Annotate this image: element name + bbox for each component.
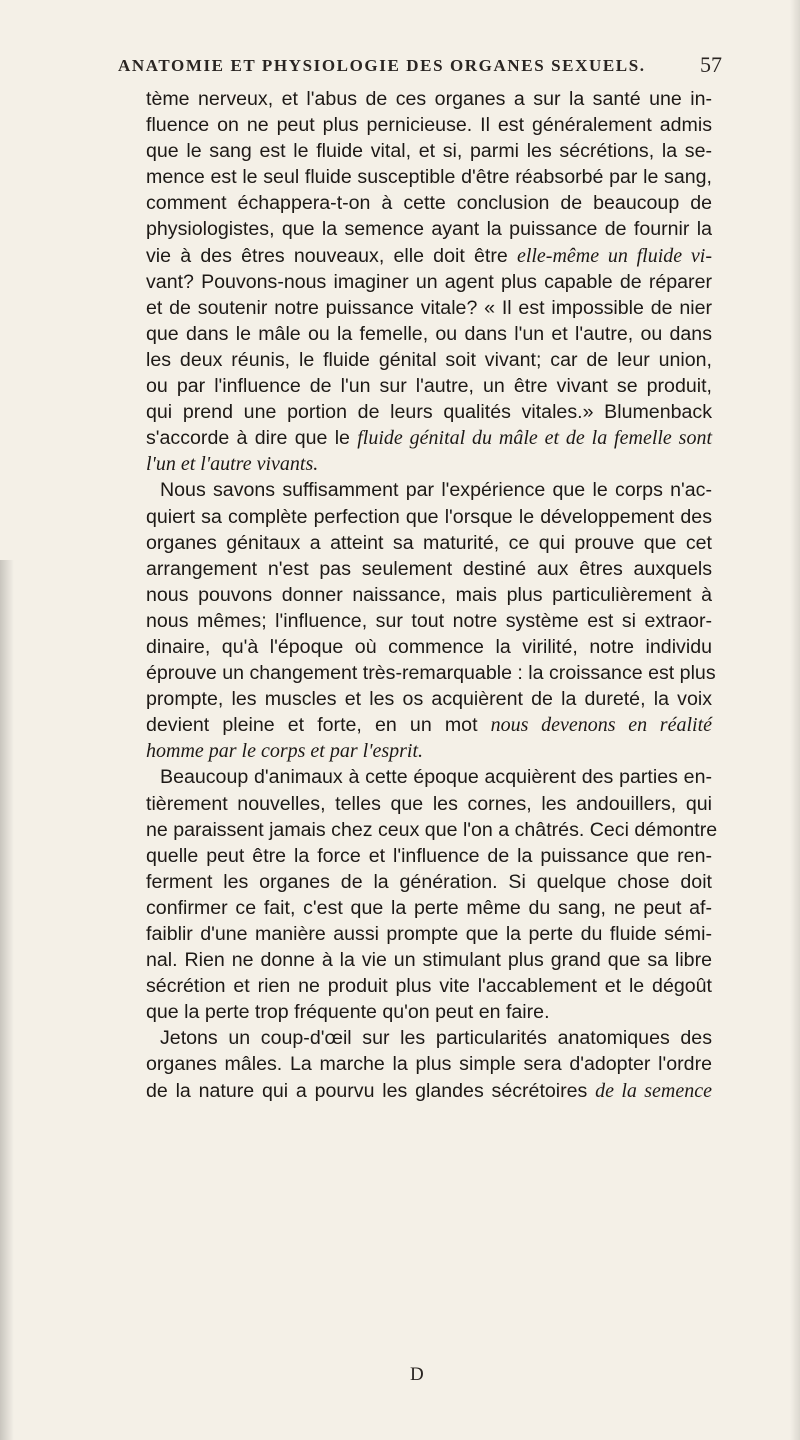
text-line: vie à des êtres nouveaux, elle doit être elle-même un fluide vi-	[146, 244, 713, 267]
running-title: ANATOMIE ET PHYSIOLOGIE DES ORGANES SEXUELS.	[118, 56, 646, 75]
text-line: comment échappera-t-on à cette conclusion de beaucoup de	[146, 192, 712, 215]
paragraph-start-line: Beaucoup d'animaux à cette époque acquièrent des parties en-	[160, 766, 712, 789]
text-line: tièrement nouvelles, telles que les cornes, les andouillers, qui	[146, 792, 712, 815]
text-line: dinaire, qu'à l'époque où commence la virilité, notre individu	[146, 635, 712, 658]
text-line: organes mâles. La marche la plus simple sera d'adopter l'ordre	[146, 1053, 712, 1076]
italic-text: homme par le corps et par l'esprit.	[146, 740, 424, 763]
text-line: organes génitaux a atteint sa maturité, ce qui prouve que cet	[146, 531, 712, 554]
text-line: nal. Rien ne donne à la vie un stimulant plus grand que sa libre	[146, 949, 712, 972]
text-line: que le sang est le fluide vital, et si, parmi les sécrétions, la se-	[146, 140, 712, 163]
text-line: que la perte trop fréquente qu'on peut en faire.	[146, 1001, 550, 1024]
text-line: ne paraissent jamais chez ceux que l'on a châtrés. Ceci démontre	[146, 818, 718, 841]
page-gutter-shadow	[0, 560, 14, 1440]
page-edge-shadow	[790, 0, 800, 1440]
text-line: tème nerveux, et l'abus de ces organes a sur la santé une in-	[146, 88, 712, 110]
text-line: les deux réunis, le fluide génital soit vivant; car de leur union,	[146, 348, 712, 371]
italic-text: fluide génital du mâle et de la femelle sont	[357, 427, 712, 450]
paragraph-start-line: Jetons un coup-d'œil sur les particularités anatomiques des	[160, 1027, 712, 1050]
text-line: nous mêmes; l'influence, sur tout notre système est si extraor-	[146, 609, 712, 632]
text-line: qui prend une portion de leurs qualités vitales.» Blumenback	[146, 401, 712, 424]
paragraph-start-line: Nous savons suffisamment par l'expérience que le corps n'ac-	[160, 479, 712, 502]
text-line: que dans le mâle ou la femelle, ou dans l'un et l'autre, ou dans	[146, 322, 712, 345]
italic-text: elle-même un fluide vi-	[516, 244, 713, 267]
text-line: prompte, les muscles et les os acquièrent de la dureté, la voix	[146, 688, 712, 711]
text-line: de la nature qui a pourvu les glandes sécrétoires de la semence	[146, 1079, 712, 1102]
text-line: quelle peut être la force et l'influence de la puissance que ren-	[146, 844, 712, 867]
text-line: s'accorde à dire que le fluide génital du mâle et de la femelle sont	[146, 427, 712, 450]
text-line: physiologistes, que la semence ayant la puissance de fournir la	[146, 218, 712, 241]
text-line	[146, 738, 712, 764]
text-line: vant? Pouvons-nous imaginer un agent plus capable de réparer	[146, 270, 712, 293]
text-line: fluence on ne peut plus pernicieuse. Il est généralement admis	[146, 114, 712, 137]
text-line: sécrétion et rien ne produit plus vite l'accablement et le dégoût	[146, 975, 712, 998]
italic-text: nous devenons en réalité	[490, 714, 713, 737]
text-line: quiert sa complète perfection que l'orsque le développement des	[146, 505, 712, 528]
text-line: nous pouvons donner naissance, mais plus particulièrement à	[146, 583, 712, 606]
page-header	[118, 52, 722, 80]
text-line: ou par l'influence de l'un sur l'autre, un être vivant se produit,	[146, 375, 712, 398]
signature-mark: D	[410, 1364, 424, 1385]
page-number: 57	[700, 52, 722, 77]
italic-text: de la semence	[595, 1079, 712, 1102]
text-line: devient pleine et forte, en un mot nous devenons en réalité	[146, 714, 713, 737]
body-text	[146, 86, 718, 1104]
text-line: arrangement n'est pas seulement destiné aux êtres auxquels	[146, 557, 712, 580]
text-line: éprouve un changement très-remarquable : la croissance est plus	[146, 662, 716, 685]
text-line: mence est le seul fluide susceptible d'être réabsorbé par le sang,	[146, 166, 712, 189]
italic-text: l'un et l'autre vivants.	[146, 453, 319, 476]
text-line: et de soutenir notre puissance vitale? « Il est impossible de nier	[146, 296, 712, 319]
text-line	[146, 451, 712, 477]
text-line: confirmer ce fait, c'est que la perte même du sang, ne peut af-	[146, 896, 712, 919]
text-line: faiblir d'une manière aussi prompte que la perte du fluide sémi-	[146, 923, 712, 945]
text-line: ferment les organes de la génération. Si quelque chose doit	[146, 870, 712, 893]
